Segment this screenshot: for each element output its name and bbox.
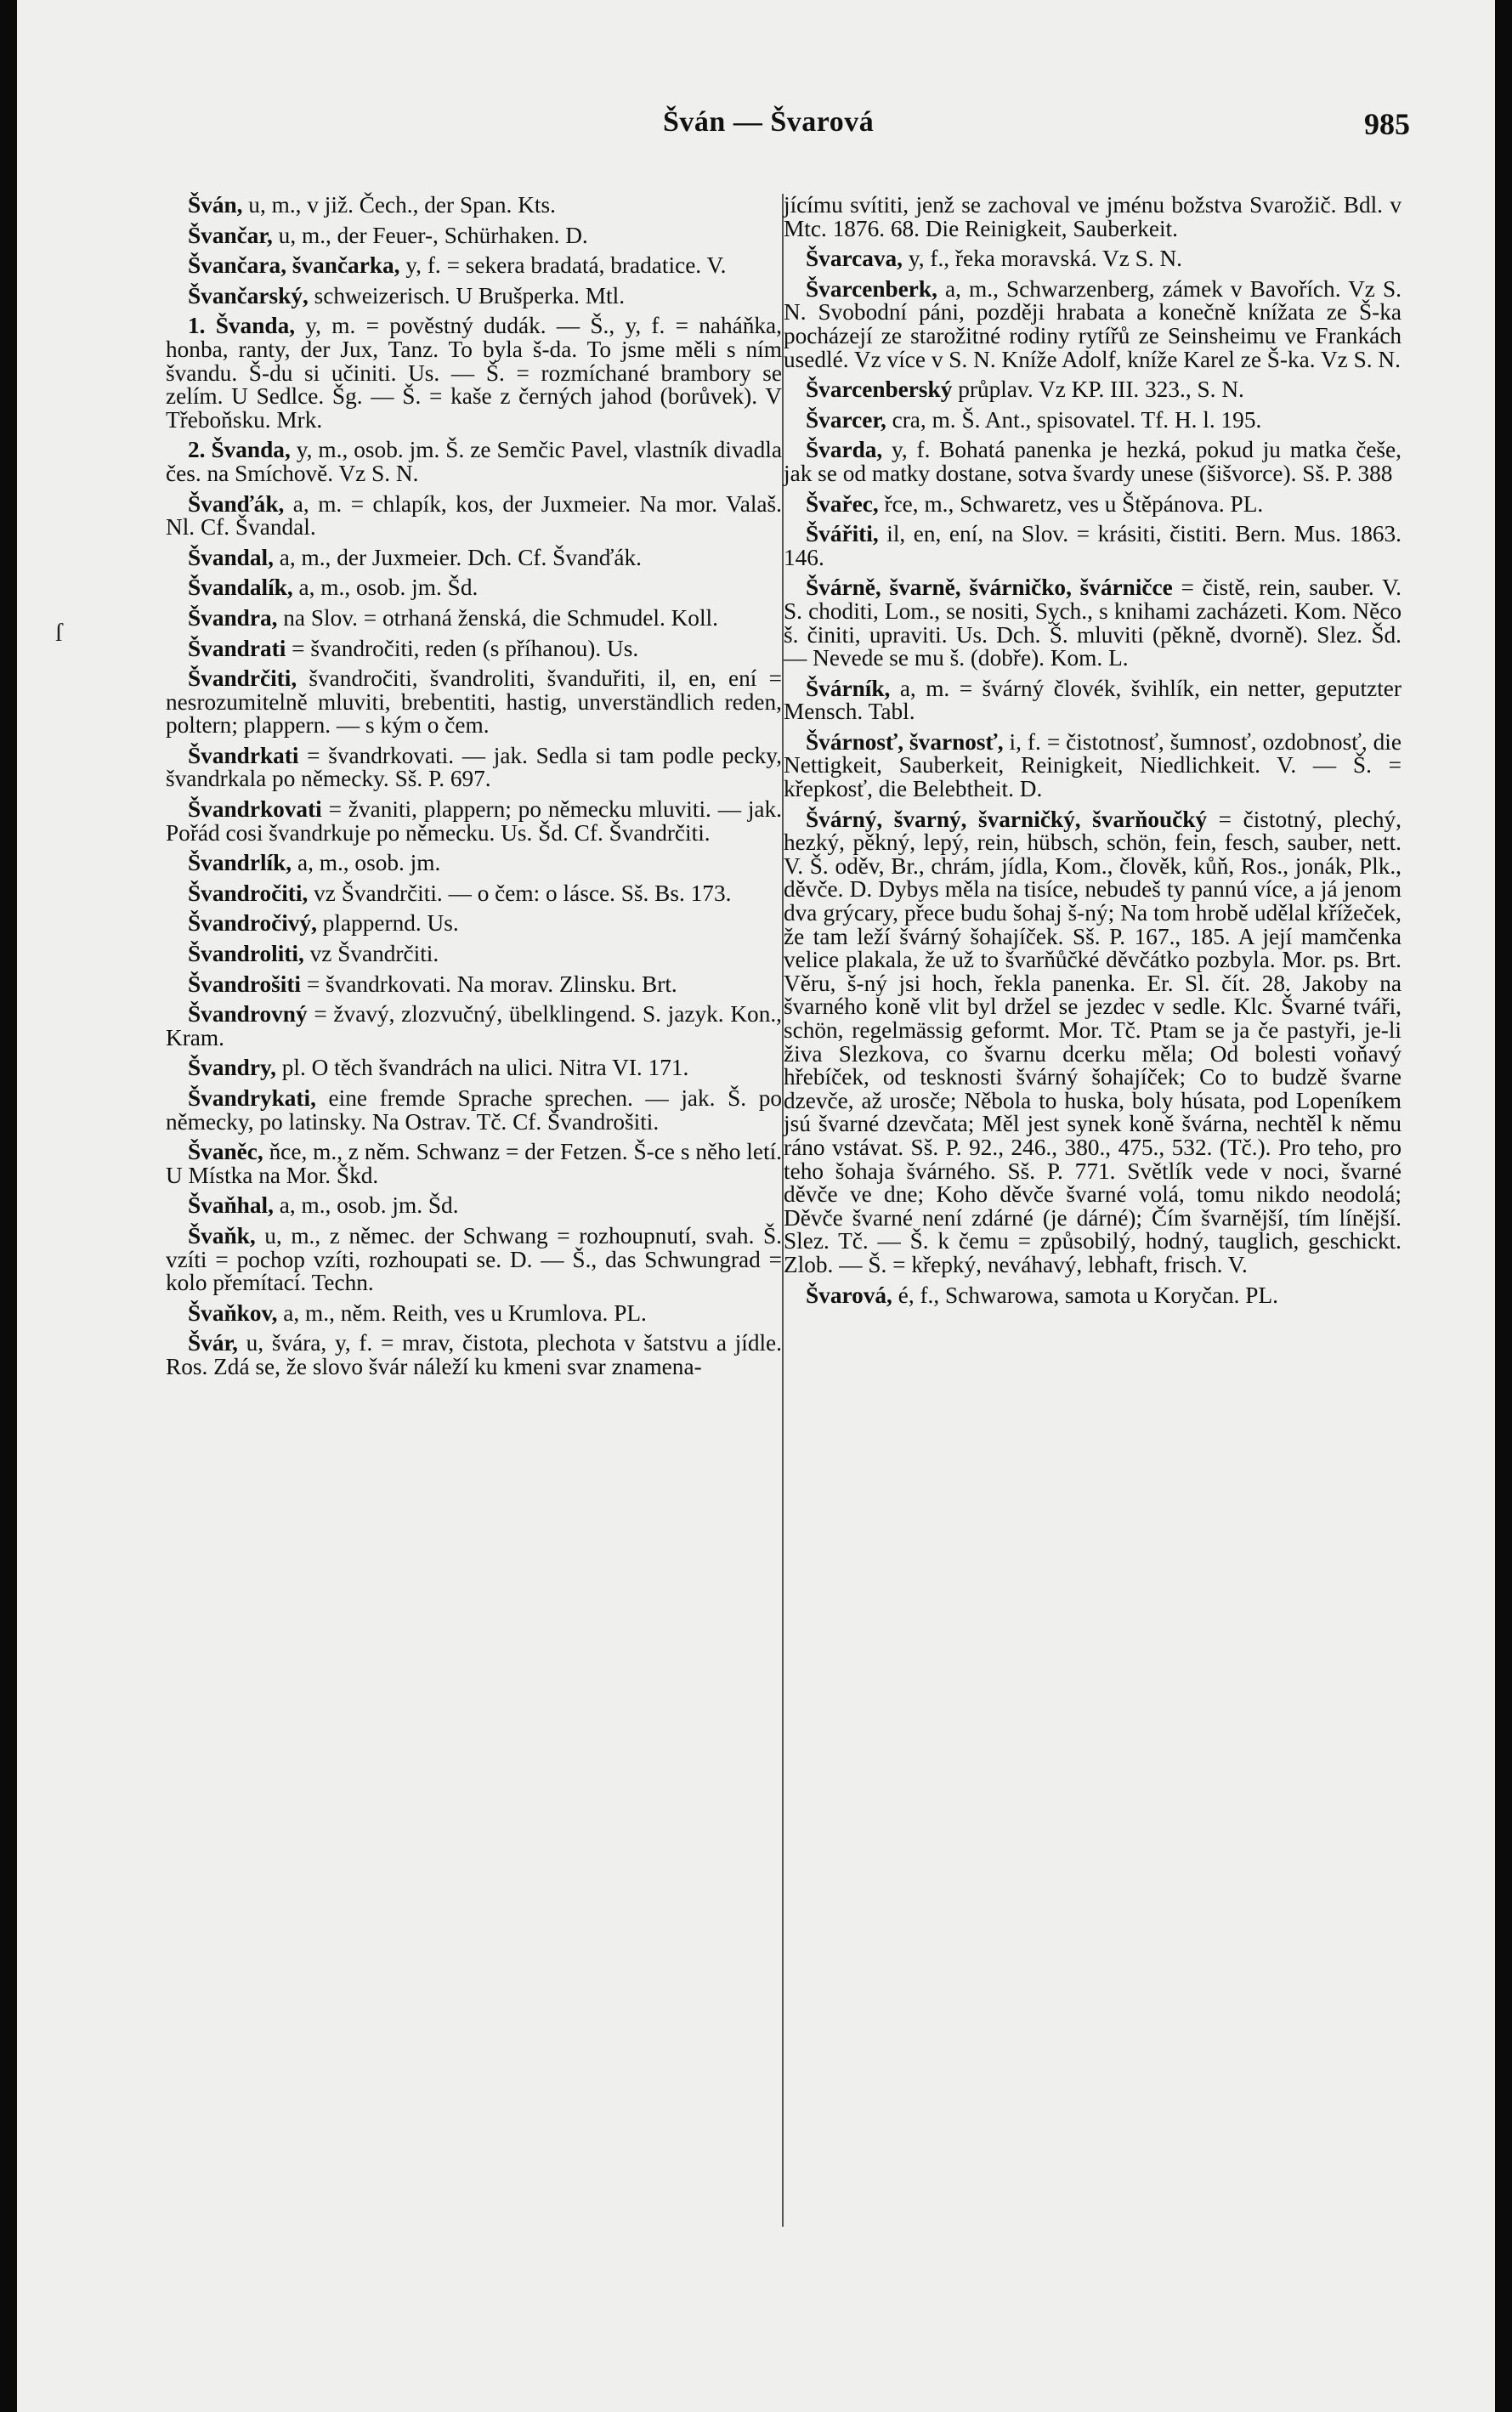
dictionary-entry (166, 282, 782, 309)
entry-definition: ňce, m., z něm. Schwanz = der Fetzen. Š-ce s něho letí. U Místka na Mor. Škd. (166, 1139, 782, 1188)
dictionary-entry (166, 576, 782, 600)
entry-definition: = žvaniti, plappern; po německu mluviti. — jak. Pořád cosi švandrkuje po německu. Us. Šd. Cf. Švandrčiti. (166, 796, 782, 846)
dictionary-entry (166, 742, 782, 792)
dictionary-entry (784, 728, 1402, 802)
entry-definition: a, m., Schwarzenberg, zámek v Bavořích. Vz S. N. Svobodní páni, později hrabata a konečně knížata ze Š-ka pocházejí ze starožitné rodiny rytířů ze Seinsheimu ve Frankách usedlé. Vz více v S. N. Kníže Adolf, kníže Karel ze Š-ka. Vz S. N. (784, 275, 1402, 372)
entry-headword: Švančar, (188, 222, 273, 248)
entry-definition: y, f., řeka moravská. Vz S. N. (903, 246, 1183, 272)
entry-headword: Švandrati (188, 635, 286, 661)
entry-headword: Švandrčiti, (188, 665, 297, 692)
entry-headword: Šván, (188, 192, 243, 218)
entry-definition: řce, m., Schwaretz, ves u Štěpánova. PL. (878, 490, 1264, 517)
entry-definition: plappernd. Us. (316, 910, 459, 937)
entry-definition: schweizerisch. U Brušperka. Mtl. (308, 282, 626, 309)
dictionary-entry (784, 378, 1402, 402)
dictionary-entry (166, 1299, 782, 1326)
entry-headword: Švandal, (188, 544, 274, 570)
entry-headword: Švárně, švarně, švárničko, švárničce (806, 575, 1173, 601)
entry-definition: vz Švandrčiti. — o čem: o lásce. Sš. Bs. 173. (308, 880, 732, 906)
dictionary-entry (166, 1332, 782, 1379)
entry-definition: vz Švandrčiti. (303, 941, 439, 967)
entry-headword: Švandrošiti (188, 971, 301, 997)
dictionary-entry (784, 1284, 1402, 1308)
entry-headword: Švarcenberk, (806, 275, 937, 302)
dictionary-entry (166, 490, 782, 541)
dictionary-entry (166, 973, 782, 997)
dictionary-entry (784, 523, 1402, 569)
entry-definition: jícímu svítiti, jenž se zachoval ve jménu božstva Svarožič. Bdl. v Mtc. 1876. 68. Die Reinigkeit, Sauberkeit. (784, 192, 1402, 241)
entry-definition: průplav. Vz KP. III. 323., S. N. (952, 377, 1244, 403)
page-number: 985 (1364, 107, 1410, 141)
entry-definition: = švandročiti, reden (s příhanou). Us. (286, 635, 639, 661)
entry-definition: u, m., v již. Čech., der Span. Kts. (242, 192, 556, 218)
dictionary-entry (166, 637, 782, 661)
dictionary-entry (166, 604, 782, 631)
dictionary-entry (784, 247, 1402, 271)
entry-definition: a, m., der Juxmeier. Dch. Cf. Švanďák. (273, 544, 642, 570)
entry-definition: u, m., z němec. der Schwang = rozhoupnutí, svah. Š. vzíti = pochop vzíti, rozhoupati se. D. — Š., das Schwungrad = kolo přemítací. Techn. (166, 1222, 782, 1296)
entry-headword: Švanďák, (188, 490, 285, 517)
entry-definition: pl. O těch švandrách na ulici. Nitra VI. 171. (275, 1055, 689, 1081)
entry-definition: u, švára, y, f. = mrav, čistota, plechota v šatstvu a jídle. Ros. Zdá se, že slovo švár náleží ku kmeni svar znamena- (166, 1330, 782, 1379)
entry-headword: Švarcava, (806, 246, 903, 272)
entry-definition: a, m., něm. Reith, ves u Krumlova. PL. (277, 1299, 647, 1326)
margin-mark: ſ (55, 619, 63, 647)
dictionary-entry (784, 439, 1402, 485)
dictionary-entry (166, 1222, 782, 1296)
entry-headword: 2. Švanda, (188, 437, 291, 463)
entry-definition: = švandrkovati. Na morav. Zlinsku. Brt. (301, 971, 677, 997)
dictionary-entry (166, 1194, 782, 1218)
dictionary-entry (166, 224, 782, 248)
entry-headword: Švandrykati, (188, 1085, 316, 1111)
entry-headword: Švaňkov, (188, 1299, 278, 1326)
entry-headword: Švarcer, (806, 406, 886, 433)
entry-definition: a, m., osob. jm. (292, 850, 441, 876)
entry-definition: švandročiti, švandroliti, švanduřiti, il, en, ení = nesrozumitelně mluviti, brebentiti, hastig, unverständlich reden, poltern; plappern. — s kým o čem. (166, 665, 782, 739)
entry-definition: a, m., osob. jm. Šd. (273, 1192, 459, 1219)
entry-headword: Švarcenberský (806, 377, 953, 403)
entry-definition: y, m., osob. jm. Š. ze Semčic Pavel, vlastník divadla čes. na Smíchově. Vz S. N. (166, 437, 782, 486)
entry-definition: = čistotný, plechý, hezký, pěkný, lepý, rein, hübsch, schön, fein, fesch, sauber, nett. V. Š. oděv, Br., chrám, jídla, Kom., člověk, kůň, Ros., jonák, Plk., děvče. D. Dybys měla na tisíce, nebudeš ty pannú více, a já jenom dva grýcary, přece budu šohaj š-ný; Na tom hrobě udělal křížeček, že tam leží švárný šohajíček. Sš. P. 167., 185. A její mamčenka velice plakala, že už to švarňůčké děvčátko pozbyla. Mor. ps. Brt. Věru, š-ný jsi hoch, řekla panenka. Er. Sl. čít. 28. Jakoby na švarného koně vlit byl držel se jezdec v sedle. Klc. Švarné tváři, schön, regelmässig geformt. Mor. Tč. Ptam se ja če pastyři, je-li živa Slezkova, co švarnu dcerku měla; Od bolesti voňavý hřebíček, od tesknosti švárný šohajíček; Co to budzě švarne dzevče, až urosče; Něbola to huska, boly húsata, pod Lopeníkem jsú švarné dzevčata; Měl jest synek koně švárna, nechtěl k němu ráno vstávat. Sš. P. 92., 246., 380., 475., 532. (Tč.). Pro teho, pro teho šohaja švárného. Sš. P. 771. Světlík vede v noci, švarné děvče ve dne; Koho děvče švarné volá, tomu nikdo neodolá; Děvče švarné není zdárné (je dárné); Čím švarnější, tím línější. Slez. Tč. — Š. k čemu = způsobilý, hodný, tauglich, geschickt. Zlob. — Š. = křepký, neváhavý, lebhaft, frisch. V. (784, 806, 1402, 1277)
entry-definition: a, m. = chlapík, kos, der Juxmeier. Na mor. Valaš. Nl. Cf. Švandal. (166, 490, 782, 541)
entry-definition: = žvavý, zlozvučný, übelklingend. S. jazyk. Kon., Kram. (166, 1001, 782, 1050)
entry-definition: a, m. = švárný človék, švihlík, ein netter, geputzter Mensch. Tabl. (784, 675, 1402, 725)
dictionary-entry (784, 490, 1402, 517)
entry-headword: Švaňhal, (188, 1192, 274, 1219)
entry-headword: Švárný, švarný, švarničký, švarňoučký (806, 806, 1208, 832)
entry-headword: Švandra, (188, 604, 278, 631)
entry-headword: Švárník, (806, 675, 891, 701)
dictionary-page (17, 0, 1495, 2412)
dictionary-entry (166, 1087, 782, 1134)
entry-headword: Švandročiti, (188, 880, 309, 906)
dictionary-entry (166, 798, 782, 845)
entry-definition: na Slov. = otrhaná ženská, die Schmudel. Koll. (277, 604, 718, 631)
dictionary-entry (784, 677, 1402, 724)
dictionary-entry (166, 1141, 782, 1187)
entry-definition: y, f. Bohatá panenka je hezká, pokud ju matka češe, jak se od matky dostane, sotva švardy unese (šišvorce). Sš. P. 388 (784, 437, 1402, 486)
entry-definition: eine fremde Sprache sprechen. — jak. Š. po německy, po latinsky. Na Ostrav. Tč. Cf. Švandrošiti. (166, 1085, 782, 1135)
entry-headword: Švaněc, (188, 1139, 263, 1165)
entry-headword: Švandry, (188, 1055, 276, 1081)
entry-definition: i, f. = čistotnosť, šumnosť, ozdobnosť, die Nettigkeit, Sauberkeit, Reinigkeit, Niedlichkeit. V. — Š. = křepkosť, die Belebtheit. D. (784, 728, 1402, 802)
running-head (17, 106, 1495, 157)
dictionary-entry (166, 943, 782, 966)
entry-definition: y, f. = sekera bradatá, bradatice. V. (399, 252, 727, 279)
entry-headword: Švandalík, (188, 575, 293, 601)
entry-headword: Švářiti, (806, 521, 879, 547)
entry-headword: Švaňk, (188, 1222, 256, 1248)
entry-headword: Švarová, (806, 1282, 892, 1308)
entry-headword: Švárnosť, švarnosť, (806, 728, 1004, 755)
entry-headword: Švandroliti, (188, 941, 304, 967)
entry-definition: y, m. = pověstný dudák. — Š., y, f. = naháňka, honba, ranty, der Jux, Tanz. To byla š-da. To jsme měli s ním švandu. Š-du si učiniti. Us. — Š. = rozmíchané brambory se zelím. U Sedlce. Šg. — Š. = kaše z černých jahod (borůvek). V Třeboňsku. Mrk. (166, 313, 782, 433)
entry-headword: Švančarský, (188, 282, 309, 309)
dictionary-entry (784, 808, 1402, 1277)
dictionary-entry (166, 882, 782, 906)
dictionary-entry (166, 1003, 782, 1050)
dictionary-entry (166, 852, 782, 875)
dictionary-entry (166, 439, 782, 485)
entry-headword: Švarda, (806, 437, 883, 463)
entry-headword: 1. Švanda, (188, 313, 296, 339)
dictionary-entry (166, 667, 782, 738)
dictionary-entry (166, 912, 782, 936)
entry-headword: Švančara, švančarka, (188, 252, 400, 279)
entry-headword: Švandročivý, (188, 910, 317, 937)
entry-headword: Švandrkovati (188, 796, 322, 823)
entry-definition: é, f., Schwarowa, samota u Koryčan. PL. (892, 1282, 1278, 1308)
entry-definition: il, en, ení, na Slov. = krásiti, čistiti. Bern. Mus. 1863. 146. (784, 521, 1402, 570)
entry-definition: = čistě, rein, sauber. V. S. choditi, Lom., se nositi, Sych., s knihami zacházeti. Kom. Něco š. činiti, upraviti. Us. Dch. Š. mluviti (pěkně, dvorně). Slez. Šd. — Nevede se mu š. (dobře). Kom. L. (784, 575, 1402, 671)
entry-definition: cra, m. Š. Ant., spisovatel. Tf. H. l. 195. (886, 406, 1262, 433)
entry-headword: Švár, (188, 1330, 238, 1356)
dictionary-entry (166, 314, 782, 432)
left-column (166, 194, 782, 1386)
entry-headword: Švandrkati (188, 742, 299, 768)
running-head-title: Šván — Švarová (663, 106, 875, 138)
entry-headword: Švařec, (806, 490, 879, 517)
dictionary-entry (784, 406, 1402, 433)
dictionary-entry (166, 254, 782, 278)
dictionary-entry (784, 275, 1402, 372)
dictionary-entry (166, 546, 782, 570)
entry-headword: Švandrlík, (188, 850, 292, 876)
entry-definition: = švandrkovati. — jak. Sedla si tam podle pecky, švandrkala po německy. Sš. P. 697. (166, 742, 782, 792)
entry-definition: u, m., der Feuer-, Schürhaken. D. (272, 222, 588, 248)
dictionary-entry (784, 194, 1402, 241)
dictionary-entry (784, 576, 1402, 670)
entry-headword: Švandrovný (188, 1001, 308, 1028)
entry-definition: a, m., osob. jm. Šd. (292, 575, 479, 601)
dictionary-entry (166, 1056, 782, 1080)
right-column (784, 194, 1402, 1314)
dictionary-entry (166, 194, 782, 218)
